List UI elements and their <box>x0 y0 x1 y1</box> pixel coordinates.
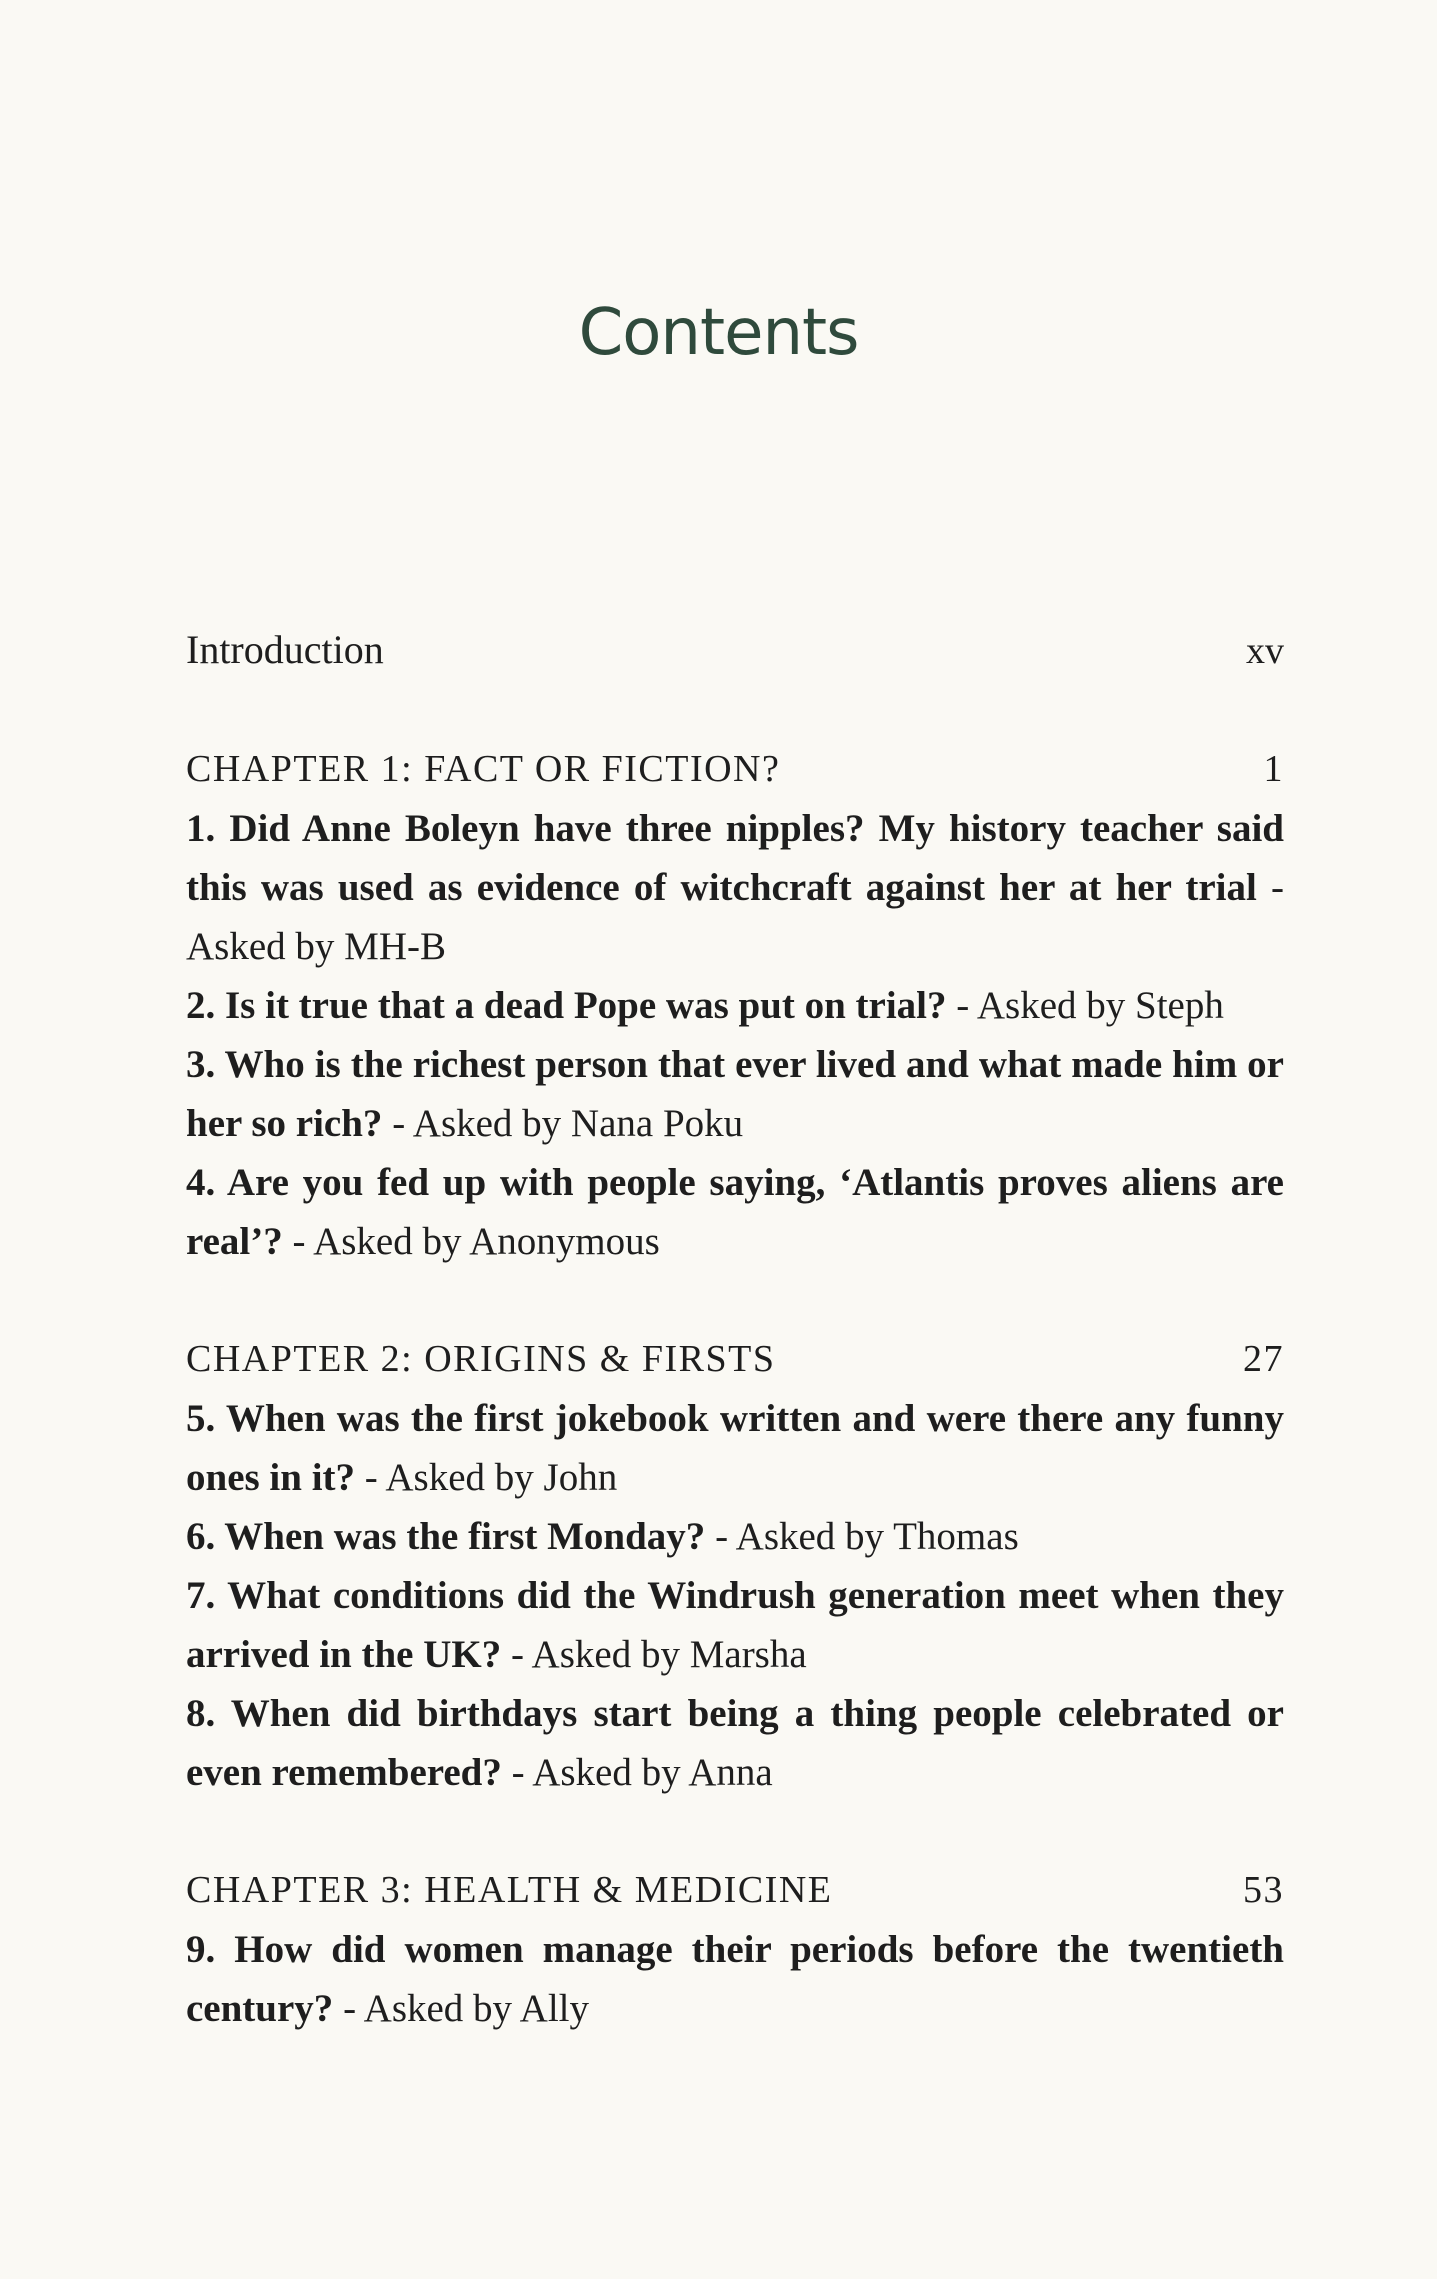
question-text: 3. Who is the richest person that ever lived and what made him or her so rich? <box>186 1043 1284 1145</box>
chapter-1 <box>186 740 1284 1271</box>
asked-by: - Asked by MH-B <box>186 866 1284 968</box>
chapter-title: CHAPTER 3: HEALTH & MEDICINE <box>186 1869 833 1911</box>
question-entry <box>186 1035 1284 1153</box>
asked-by: - Asked by Nana Poku <box>382 1102 744 1145</box>
chapter-heading <box>186 1861 1284 1920</box>
asked-by: - Asked by Marsha <box>501 1633 807 1676</box>
asked-by: - Asked by Thomas <box>705 1515 1019 1558</box>
question-text: 4. Are you fed up with people saying, ‘Atlantis proves aliens are real’? <box>186 1161 1284 1263</box>
chapter-3 <box>186 1861 1284 2038</box>
table-of-contents <box>186 620 1284 2097</box>
chapter-page-number: 53 <box>1243 1869 1284 1911</box>
question-text: 1. Did Anne Boleyn have three nipples? My history teacher said this was used as evidence of witchcraft against her at her trial <box>186 807 1284 909</box>
question-entry <box>186 1684 1284 1802</box>
question-entry <box>186 976 1284 1035</box>
question-text: 5. When was the first jokebook written and were there any funny ones in it? <box>186 1397 1284 1499</box>
entry-label: Introduction <box>186 627 384 672</box>
question-entry <box>186 1389 1284 1507</box>
asked-by: - Asked by John <box>355 1456 618 1499</box>
question-text: 6. When was the first Monday? <box>186 1515 706 1558</box>
chapter-title: CHAPTER 1: FACT OR FICTION? <box>186 748 781 790</box>
chapter-page-number: 1 <box>1263 748 1284 790</box>
question-entry <box>186 1507 1284 1566</box>
toc-entry-introduction <box>186 620 1284 681</box>
question-entry <box>186 1153 1284 1271</box>
chapter-2 <box>186 1330 1284 1802</box>
question-text: 7. What conditions did the Windrush generation meet when they arrived in the UK? <box>186 1574 1284 1676</box>
asked-by: - Asked by Anna <box>501 1751 773 1794</box>
chapter-page-number: 27 <box>1243 1338 1284 1380</box>
question-entry <box>186 1566 1284 1684</box>
entry-page-number: xv <box>1246 630 1284 672</box>
page-title: Contents <box>578 296 859 370</box>
asked-by: - Asked by Anonymous <box>282 1220 660 1263</box>
question-entry <box>186 1920 1284 2038</box>
asked-by: - Asked by Ally <box>333 1987 589 2030</box>
question-text: 2. Is it true that a dead Pope was put on trial? <box>186 984 947 1027</box>
chapter-heading <box>186 1330 1284 1389</box>
question-text: 9. How did women manage their periods before the twentieth century? <box>186 1928 1284 2030</box>
chapter-title: CHAPTER 2: ORIGINS & FIRSTS <box>186 1338 776 1380</box>
question-entry <box>186 799 1284 976</box>
asked-by: - Asked by Steph <box>946 984 1224 1027</box>
question-text: 8. When did birthdays start being a thing people celebrated or even remembered? <box>186 1692 1284 1794</box>
chapter-heading <box>186 740 1284 799</box>
